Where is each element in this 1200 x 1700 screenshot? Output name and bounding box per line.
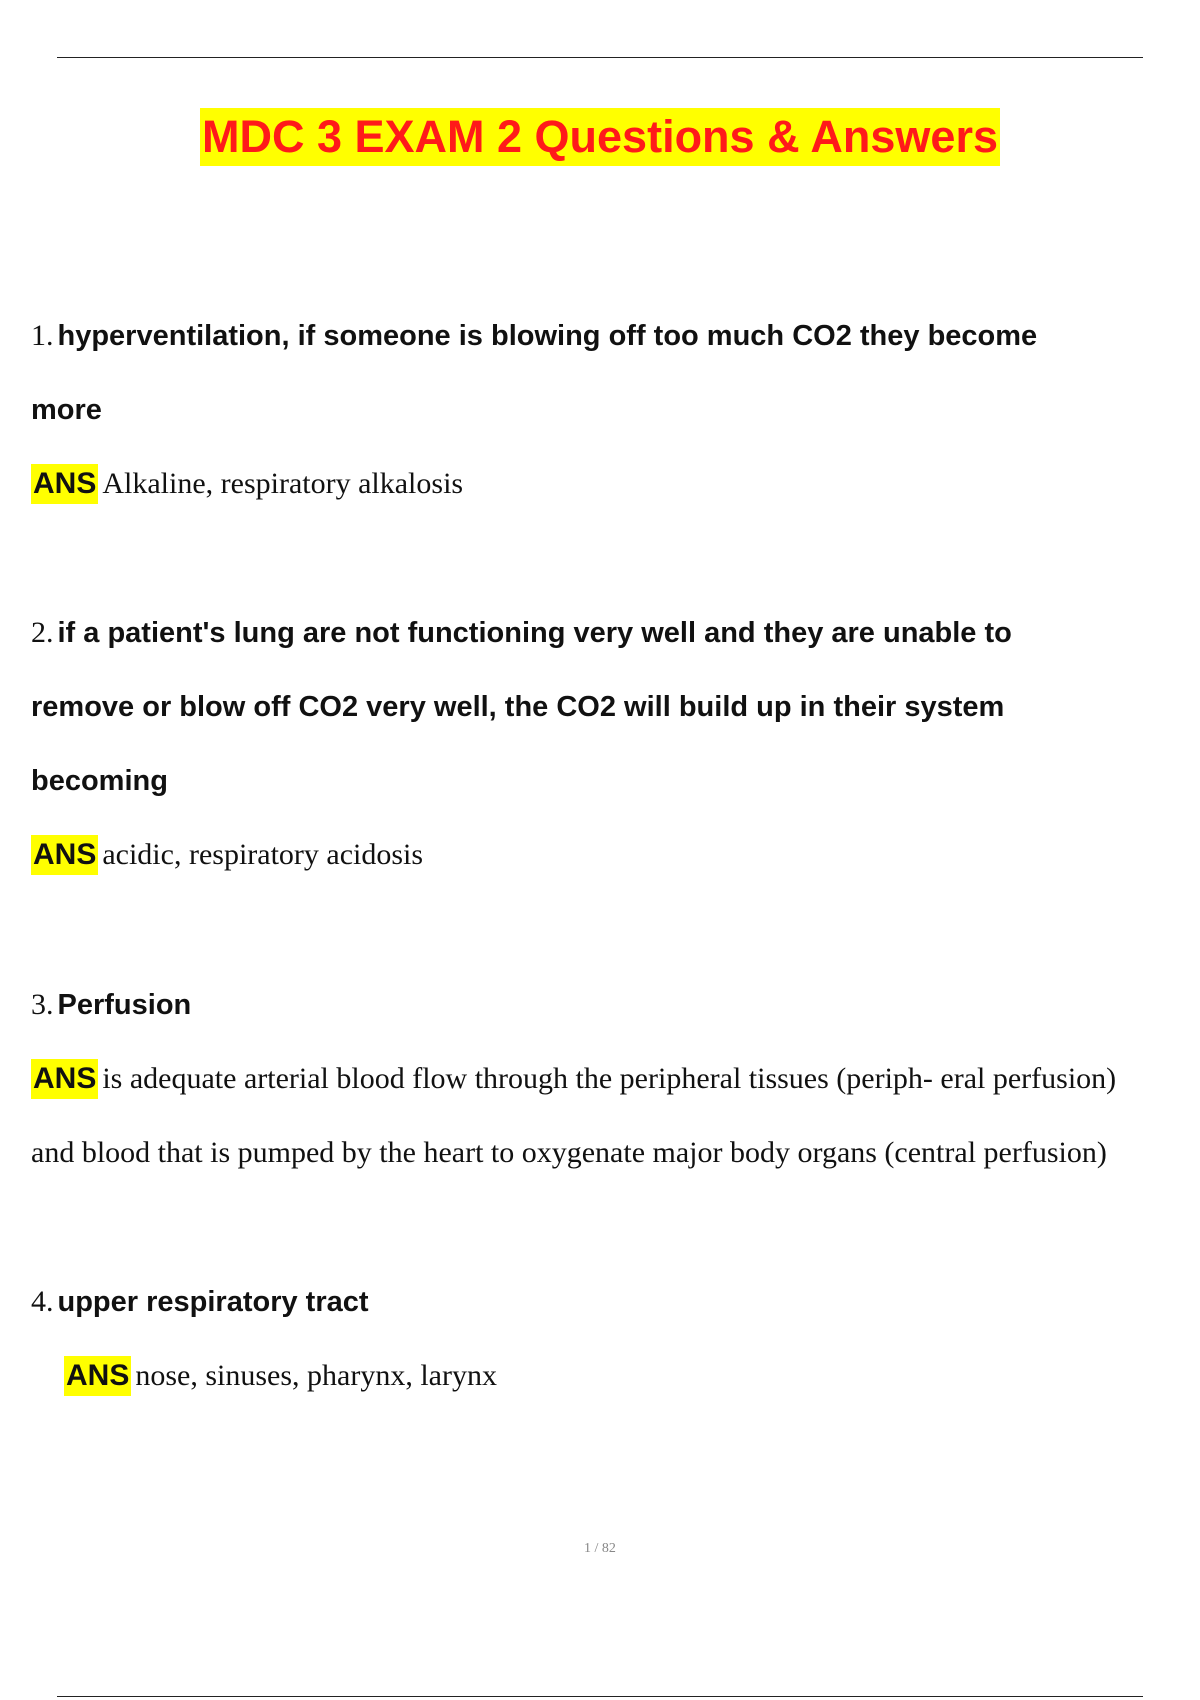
answer-text: Alkaline, respiratory alkalosis <box>102 467 464 500</box>
answer-line <box>31 1339 1191 1413</box>
question-line <box>31 670 1191 744</box>
question-number: 3. <box>31 988 54 1021</box>
answer-line <box>31 1042 1191 1116</box>
page-number: 1 / 82 <box>584 1541 616 1556</box>
question-text: more <box>31 394 102 426</box>
question-text: hyperventilation, if someone is blowing off too much CO2 they become <box>57 320 1038 352</box>
question-text: Perfusion <box>57 989 192 1021</box>
title-container <box>0 108 1200 166</box>
qa-item-1 <box>31 299 1191 521</box>
ans-label: ANS <box>31 1059 98 1099</box>
answer-text: is adequate arterial blood flow through the peripheral tissues (periph- eral perfusion) <box>102 1062 1117 1095</box>
answer-text: and blood that is pumped by the heart to oxygenate major body organs (central perfusion) <box>31 1136 1107 1169</box>
question-line <box>31 1265 1191 1339</box>
document-title: MDC 3 EXAM 2 Questions & Answers <box>200 108 1000 166</box>
answer-line <box>31 447 1191 521</box>
question-text: upper respiratory tract <box>57 1286 369 1318</box>
ans-label: ANS <box>31 464 98 504</box>
question-line <box>31 596 1191 670</box>
ans-label: ANS <box>31 835 98 875</box>
question-text: remove or blow off CO2 very well, the CO2 will build up in their system <box>31 691 1005 723</box>
qa-item-3 <box>31 968 1191 1190</box>
answer-text: nose, sinuses, pharynx, larynx <box>135 1359 497 1392</box>
top-rule <box>57 57 1143 58</box>
answer-line <box>31 818 1191 892</box>
question-line <box>31 373 1191 447</box>
bottom-rule <box>57 1696 1143 1697</box>
answer-text: acidic, respiratory acidosis <box>102 838 424 871</box>
ans-label: ANS <box>64 1356 131 1396</box>
question-text: becoming <box>31 765 168 797</box>
qa-item-4 <box>31 1265 1191 1413</box>
question-number: 4. <box>31 1285 54 1318</box>
qa-item-2 <box>31 596 1191 892</box>
answer-line <box>31 1116 1191 1190</box>
question-line <box>31 968 1191 1042</box>
question-line <box>31 299 1191 373</box>
question-text: if a patient's lung are not functioning very well and they are unable to <box>57 617 1012 649</box>
question-number: 2. <box>31 616 54 649</box>
question-line <box>31 744 1191 818</box>
question-number: 1. <box>31 319 54 352</box>
